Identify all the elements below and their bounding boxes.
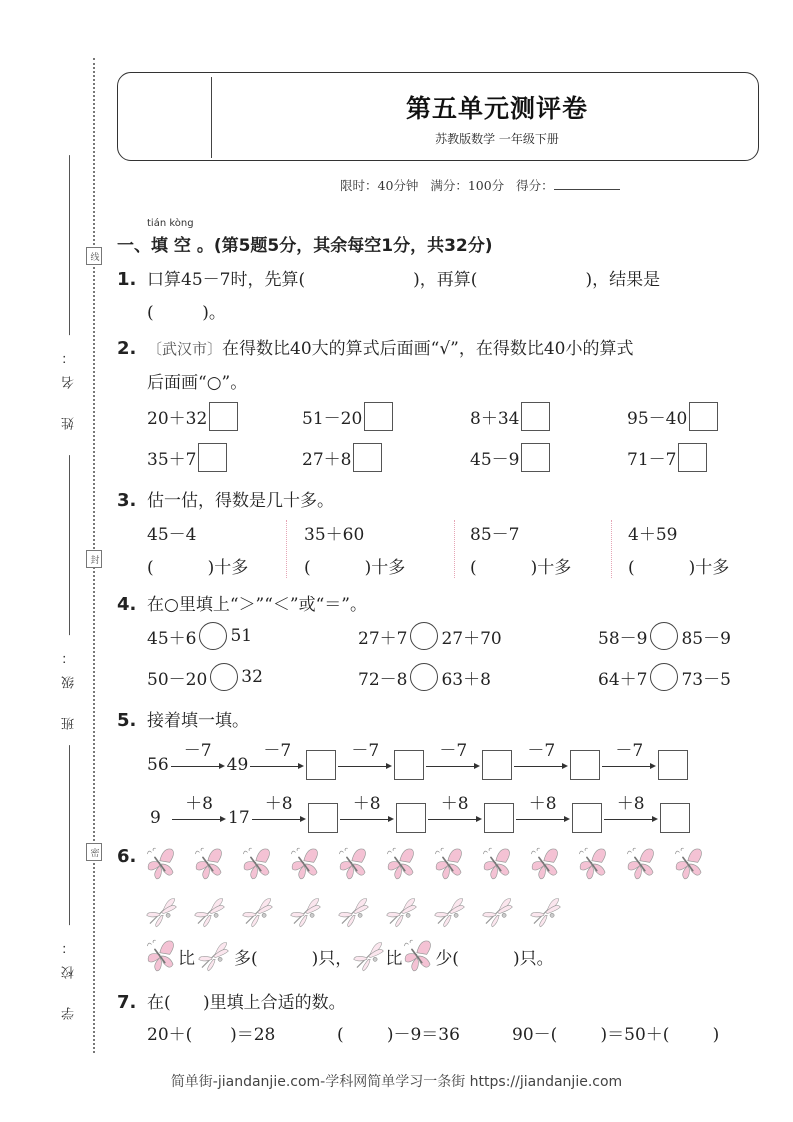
arrow-icon: －7 [338, 750, 392, 780]
page-subtitle: 苏教版数学 一年级下册 [435, 132, 559, 146]
arrow-icon: －7 [171, 750, 225, 780]
question-7 [117, 988, 346, 1013]
arrow-icon: －7 [602, 750, 656, 780]
name-input-line[interactable] [69, 155, 70, 335]
section-pinyin: tián kòng [147, 218, 194, 229]
answer-box[interactable] [394, 750, 424, 780]
q3-expr: 85－7 [470, 525, 520, 545]
dragonfly-icon [289, 893, 322, 931]
answer-box[interactable] [521, 443, 550, 472]
q7-item[interactable]: ( )－9＝36 [337, 1025, 460, 1045]
butterfly-icon [145, 937, 178, 975]
question-6 [117, 846, 147, 867]
question-6-sentence: 比 多( )只， 比 少( )只。 [145, 937, 554, 975]
answer-box[interactable] [482, 750, 512, 780]
answer-box[interactable] [209, 402, 238, 431]
dragonfly-icon [197, 937, 230, 975]
answer-box[interactable] [484, 803, 514, 833]
q4-item: 45＋6 51 [147, 622, 252, 650]
question-2-text: 在得数比40大的算式后面画“√”，在得数比40小的算式 [222, 339, 634, 359]
blank-more[interactable]: 多( )只， [234, 948, 353, 969]
q4-item: 64＋7 73－5 [598, 663, 731, 691]
q3-answer[interactable]: ( )十多 [147, 558, 249, 578]
school-field[interactable] [60, 745, 79, 1020]
q3-answer[interactable]: ( )十多 [470, 558, 572, 578]
question-1-answer-blank[interactable]: ( )。 [147, 303, 226, 323]
seal-mark-xian: 线 [86, 247, 102, 265]
q3-answer[interactable]: ( )十多 [304, 558, 406, 578]
q2-item: 8＋34 [470, 402, 550, 431]
question-4 [117, 590, 367, 615]
butterfly-icon [193, 845, 226, 883]
name-label: 姓 名： [62, 339, 77, 431]
butterfly-icon [289, 845, 322, 883]
seal-mark-mi: 密 [86, 843, 102, 861]
question-3 [117, 486, 334, 511]
dragonfly-row [145, 893, 562, 931]
answer-box[interactable] [308, 803, 338, 833]
q4-item: 50－20 32 [147, 663, 263, 691]
answer-box[interactable] [364, 402, 393, 431]
name-field[interactable] [60, 155, 79, 430]
section-heading: 一、填 空 。(第5题5分，其余每空1分，共32分) [117, 236, 493, 256]
question-4-text: 在○里填上“＞”“＜”或“＝”。 [147, 595, 367, 615]
class-input-line[interactable] [69, 455, 70, 635]
answer-box[interactable] [660, 803, 690, 833]
q7-item[interactable]: 90－( )＝50＋( ) [512, 1025, 720, 1045]
compare-circle[interactable] [650, 663, 678, 691]
q2-item: 95－40 [627, 402, 718, 431]
answer-box[interactable] [570, 750, 600, 780]
question-number: 4. [117, 594, 137, 615]
column-divider [611, 520, 612, 578]
arrow-icon: ＋8 [516, 803, 570, 833]
dragonfly-icon [481, 893, 514, 931]
dragonfly-icon [241, 893, 274, 931]
butterfly-icon [385, 845, 418, 883]
arrow-icon: ＋8 [172, 803, 226, 833]
time-limit: 限时：40分钟 [340, 178, 419, 193]
answer-box[interactable] [572, 803, 602, 833]
arrow-icon: －7 [514, 750, 568, 780]
source-tag: 〔武汉市〕 [147, 340, 223, 358]
answer-box[interactable] [353, 443, 382, 472]
sequence-chain-minus: 56 －7 49 －7 －7 －7 －7 －7 [147, 750, 688, 780]
compare-circle[interactable] [210, 663, 238, 691]
butterfly-icon [241, 845, 274, 883]
school-input-line[interactable] [69, 745, 70, 925]
question-1 [117, 265, 660, 290]
answer-box[interactable] [521, 402, 550, 431]
score-input-line[interactable] [554, 178, 620, 190]
butterfly-icon [433, 845, 466, 883]
question-3-text: 估一估，得数是几十多。 [147, 491, 334, 511]
dragonfly-icon [385, 893, 418, 931]
dragonfly-icon [193, 893, 226, 931]
column-divider [454, 520, 455, 578]
question-number: 7. [117, 992, 137, 1013]
q2-item: 20＋32 [147, 402, 238, 431]
question-number: 5. [117, 710, 137, 731]
butterfly-icon [402, 937, 435, 975]
question-5-text: 接着填一填。 [147, 711, 249, 731]
seal-mark-feng: 封 [86, 550, 102, 568]
arrow-icon: ＋8 [252, 803, 306, 833]
sequence-chain-plus: 9 ＋8 17 ＋8 ＋8 ＋8 ＋8 ＋8 [150, 803, 690, 833]
question-number: 6. [117, 846, 137, 867]
butterfly-icon [577, 845, 610, 883]
question-2-text-cont: 后面画“○”。 [147, 373, 248, 393]
dragonfly-icon [352, 937, 385, 975]
arrow-icon: ＋8 [604, 803, 658, 833]
compare-circle[interactable] [199, 622, 227, 650]
butterfly-row [145, 845, 706, 883]
answer-box[interactable] [658, 750, 688, 780]
question-5 [117, 706, 249, 731]
q2-item: 51－20 [302, 402, 393, 431]
score-label: 得分： [516, 178, 554, 193]
question-number: 1. [117, 269, 137, 290]
exam-meta [340, 176, 620, 194]
compare-circle[interactable] [650, 622, 678, 650]
dragonfly-icon [433, 893, 466, 931]
q4-item: 27＋7 27＋70 [358, 622, 502, 650]
full-score: 满分：100分 [430, 178, 505, 193]
arrow-icon: ＋8 [340, 803, 394, 833]
q3-expr: 4＋59 [628, 525, 678, 545]
q2-item: 27＋8 [302, 443, 382, 472]
answer-box[interactable] [396, 803, 426, 833]
footer-watermark: 简单街-jiandanjie.com-学科网简单学习一条街 https://jiandanjie.com [170, 1074, 623, 1090]
butterfly-icon [337, 845, 370, 883]
q3-answer[interactable]: ( )十多 [628, 558, 730, 578]
butterfly-icon [673, 845, 706, 883]
arrow-icon: －7 [250, 750, 304, 780]
class-field[interactable] [60, 455, 79, 730]
arrow-icon: ＋8 [428, 803, 482, 833]
dragonfly-icon [337, 893, 370, 931]
compare-circle[interactable] [410, 622, 438, 650]
question-number: 3. [117, 490, 137, 511]
school-label: 学 校： [62, 929, 77, 1021]
title-box [117, 72, 759, 161]
blank-less[interactable]: 少( )只。 [435, 948, 554, 969]
arrow-icon: －7 [426, 750, 480, 780]
butterfly-icon [481, 845, 514, 883]
dragonfly-icon [529, 893, 562, 931]
question-1-text: 口算45－7时，先算( )，再算( )，结果是 [147, 270, 661, 290]
column-divider [286, 520, 287, 578]
butterfly-icon [625, 845, 658, 883]
question-2 [117, 334, 634, 359]
butterfly-icon [529, 845, 562, 883]
answer-box[interactable] [678, 443, 707, 472]
q2-item: 71－7 [627, 443, 707, 472]
class-label: 班 级： [62, 639, 77, 731]
q2-item: 35＋7 [147, 443, 227, 472]
butterfly-icon [145, 845, 178, 883]
q4-item: 58－9 85－9 [598, 622, 731, 650]
q2-item: 45－9 [470, 443, 550, 472]
dragonfly-icon [145, 893, 178, 931]
q3-expr: 35＋60 [304, 525, 365, 545]
q3-expr: 45－4 [147, 525, 197, 545]
answer-box[interactable] [689, 402, 718, 431]
question-number: 2. [117, 338, 137, 359]
q4-item: 72－8 63＋8 [358, 663, 491, 691]
q7-item[interactable]: 20＋( )＝28 [147, 1025, 276, 1045]
question-7-text: 在( )里填上合适的数。 [147, 993, 346, 1013]
answer-box[interactable] [306, 750, 336, 780]
answer-box[interactable] [198, 443, 227, 472]
compare-circle[interactable] [410, 663, 438, 691]
page-title: 第五单元测评卷 [405, 94, 588, 123]
